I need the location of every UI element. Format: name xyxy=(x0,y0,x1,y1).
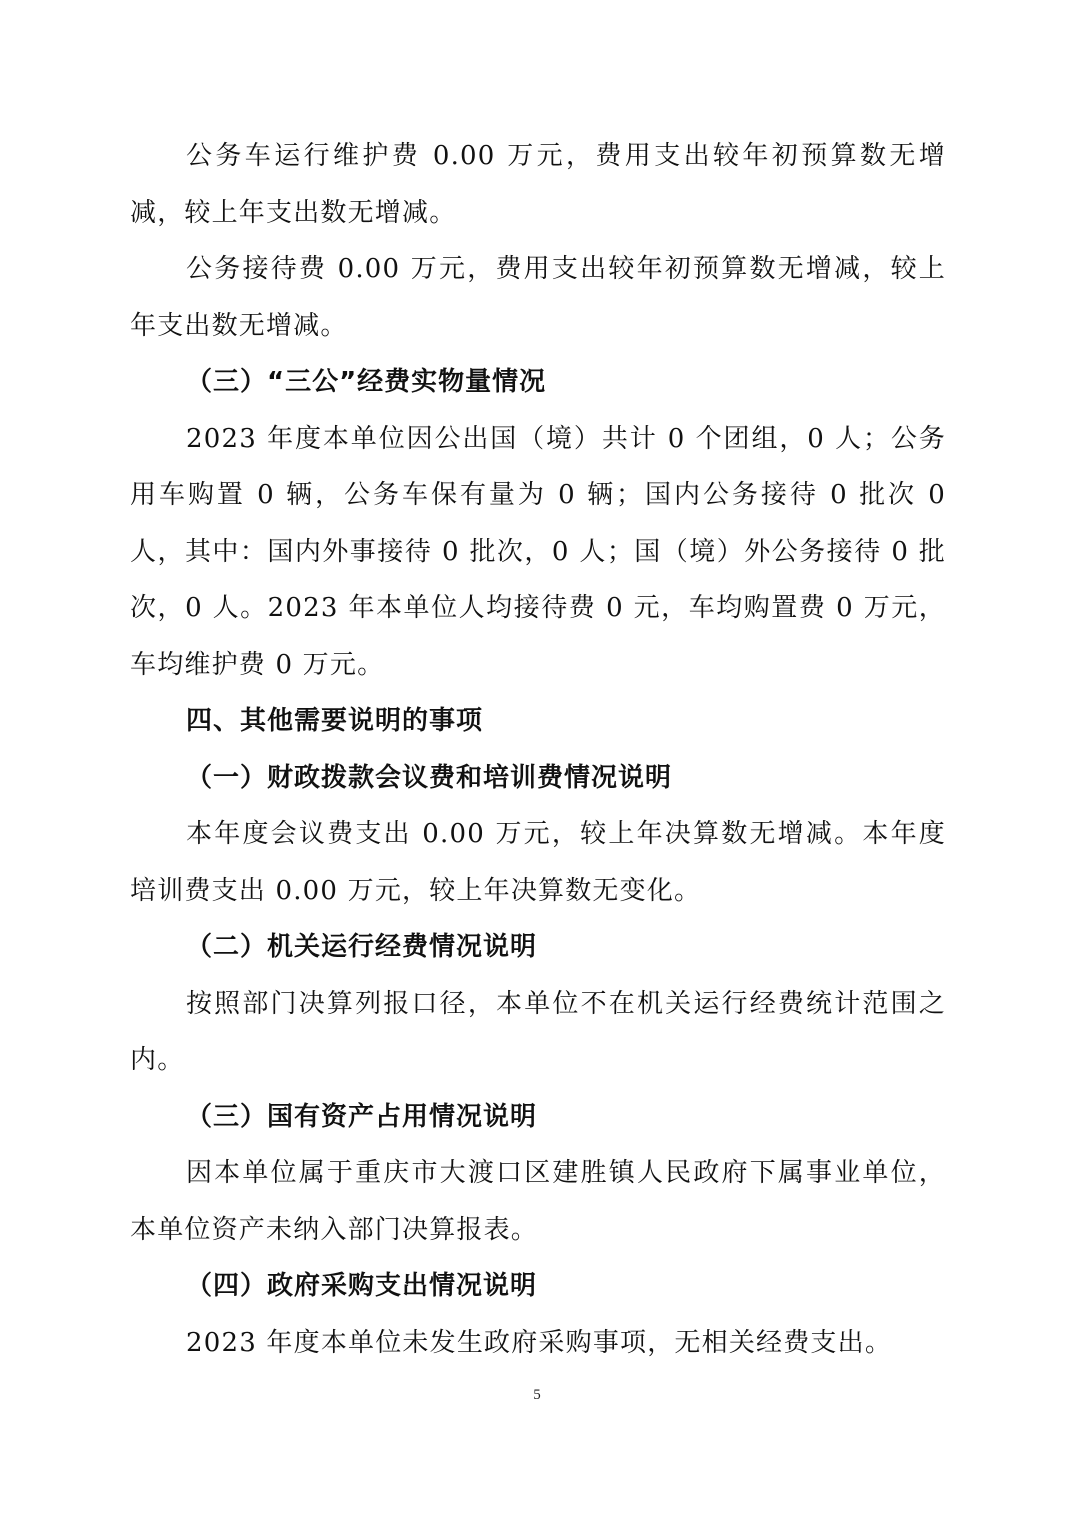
heading-operating-funds: （二）机关运行经费情况说明 xyxy=(186,932,538,962)
paragraph-government-procurement: 2023 年度本单位未发生政府采购事项，无相关经费支出。 xyxy=(186,1327,893,1358)
document-body xyxy=(130,128,946,1371)
paragraph-operating-funds: 按照部门决算列报口径，本单位不在机关运行经费统计范围之内。 xyxy=(130,988,946,1075)
heading-state-assets: （三）国有资产占用情况说明 xyxy=(186,1101,538,1132)
heading-government-procurement: （四）政府采购支出情况说明 xyxy=(186,1271,538,1301)
paragraph-reception-fee: 公务接待费 0.00 万元，费用支出较年初预算数无增减，较上年支出数无增减。 xyxy=(130,254,946,341)
paragraph-vehicle-maintenance: 公务车运行维护费 0.00 万元，费用支出较年初预算数无增减，较上年支出数无增减。 xyxy=(130,141,946,228)
paragraph-meeting-training-fees: 本年度会议费支出 0.00 万元，较上年决算数无增减。本年度培训费支出 0.00 万元，较上年决算数无变化。 xyxy=(130,819,946,906)
heading-other-matters: 四、其他需要说明的事项 xyxy=(186,706,484,736)
paragraph-state-assets: 因本单位属于重庆市大渡口区建胜镇人民政府下属事业单位，本单位资产未纳入部门决算报表。 xyxy=(130,1158,946,1245)
paragraph-three-public-quantities: 2023 年度本单位因公出国（境）共计 0 个团组，0 人；公务用车购置 0 辆，公务车保有量为 0 辆；国内公务接待 0 批次 0 人，其中：国内外事接待 0 批次，0 人；国（境）外公务接待 0 批次，0 人。2023 年本单位人均接待费 0 元，车均购置费 0 万元，车均维护费 0 万元。 xyxy=(130,423,946,680)
page-number: 5 xyxy=(533,1387,541,1403)
heading-meeting-training-fees: （一）财政拨款会议费和培训费情况说明 xyxy=(186,762,673,793)
heading-three-public-quantities: （三）“三公”经费实物量情况 xyxy=(186,367,547,397)
